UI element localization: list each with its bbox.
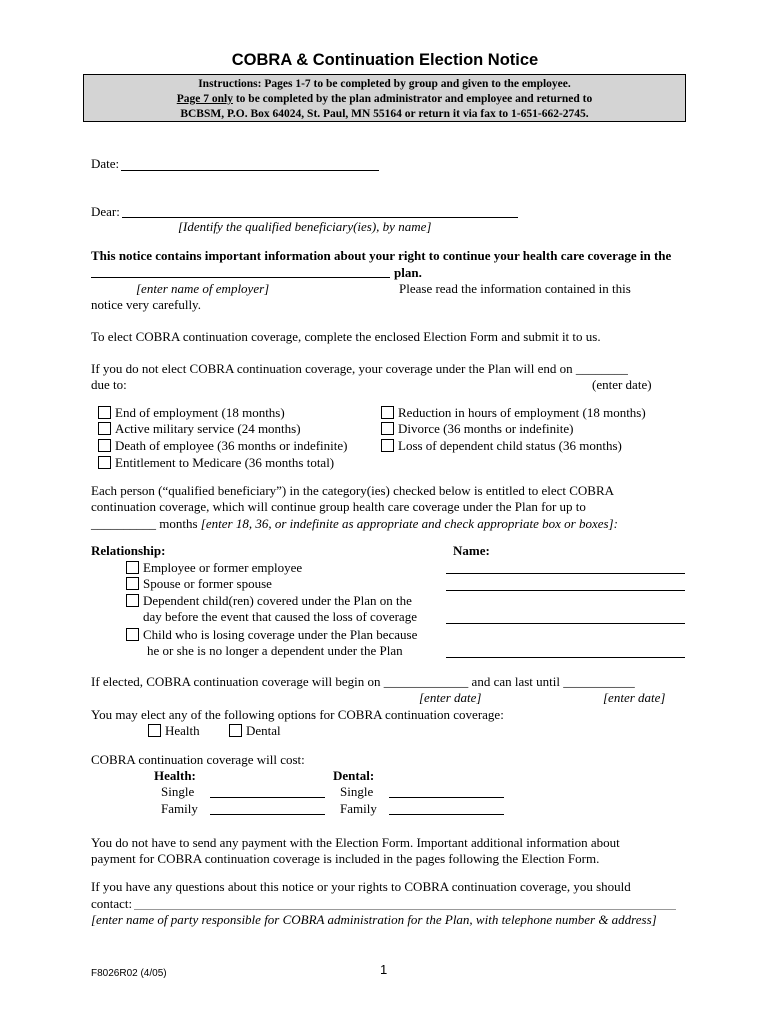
reason-label: Active military service (24 months) [115, 421, 301, 436]
checkbox[interactable] [381, 422, 394, 435]
contact-hint: [enter name of party responsible for COBRA administration for the Plan, with telephone number & address] [91, 912, 657, 927]
instructions-line-1: Instructions: Pages 1-7 to be completed by group and given to the employee. [198, 78, 571, 90]
reason-right-2[interactable] [381, 438, 622, 454]
contact-label: contact: [91, 896, 133, 911]
option-dental[interactable] [229, 723, 281, 739]
name-field-2[interactable] [446, 590, 685, 591]
relationship-3-cont: he or she is no longer a dependent under the Plan [147, 643, 403, 658]
dental-family-field[interactable] [389, 814, 504, 815]
dental-label: Dental: [333, 768, 375, 783]
reason-label: Death of employee (36 months or indefinite) [115, 438, 348, 453]
due-to: due to: [91, 377, 127, 392]
each-person-line-3 [91, 516, 618, 532]
name-field-1[interactable] [446, 573, 685, 574]
checkbox[interactable] [126, 577, 139, 590]
end-date-blank[interactable]: ________ [575, 361, 628, 376]
reason-left-3[interactable] [98, 455, 334, 471]
instructions-line-3: BCBSM, P.O. Box 64024, St. Paul, MN 55164 or return it via fax to 1-651-662-2745. [180, 108, 589, 120]
relationship-3[interactable] [126, 627, 417, 643]
months-blank[interactable]: __________ [91, 516, 156, 531]
employer-field[interactable] [91, 277, 390, 278]
name-field-4[interactable] [446, 657, 685, 658]
reason-left-2[interactable] [98, 438, 348, 454]
relationship-text: Employee or former employee [143, 560, 303, 575]
last-date-hint: [enter date] [603, 690, 666, 705]
checkbox[interactable] [229, 724, 242, 737]
checkbox[interactable] [126, 628, 139, 641]
dear-hint: [Identify the qualified beneficiary(ies), by name] [178, 219, 432, 234]
dear-field[interactable] [122, 217, 518, 218]
instructions-box [83, 74, 686, 122]
options-text: You may elect any of the following options for COBRA continuation coverage: [91, 707, 504, 722]
begin-text: If elected, COBRA continuation coverage will begin on [91, 674, 381, 689]
date-field[interactable] [121, 170, 379, 171]
page-number: 1 [380, 962, 388, 977]
relationship-0[interactable] [126, 560, 302, 576]
relationship-1[interactable] [126, 576, 272, 592]
reason-label: End of employment (18 months) [115, 405, 285, 420]
begin-line [91, 674, 635, 690]
dear-label: Dear: [91, 204, 120, 219]
reason-label: Reduction in hours of employment (18 months) [398, 405, 646, 420]
checkbox[interactable] [381, 439, 394, 452]
reason-right-1[interactable] [381, 421, 573, 437]
notice-bold-line: This notice contains important information about your right to continue your health care coverage in the [91, 248, 672, 263]
payment-line-1: You do not have to send any payment with the Election Form. Important additional information about [91, 835, 620, 850]
date-row [91, 156, 119, 172]
reason-left-1[interactable] [98, 421, 301, 437]
health-family-field[interactable] [210, 814, 325, 815]
end-text-body: If you do not elect COBRA continuation coverage, your coverage under the Plan will end on [91, 361, 573, 376]
months-hint: [enter 18, 36, or indefinite as appropriate and check appropriate box or boxes]: [200, 516, 618, 531]
begin-mid: and can last until [468, 674, 564, 689]
health-family-label: Family [161, 801, 198, 816]
checkbox[interactable] [98, 406, 111, 419]
name-field-3[interactable] [446, 623, 685, 624]
page-title: COBRA & Continuation Election Notice [231, 51, 539, 69]
enter-date-hint: (enter date) [592, 377, 652, 392]
option-health[interactable] [148, 723, 200, 739]
checkbox[interactable] [148, 724, 161, 737]
instructions-line-2 [84, 92, 685, 107]
instructions-line-2-rest: to be completed by the plan administrator and employee and returned to [232, 93, 593, 105]
dental-single-field[interactable] [389, 797, 504, 798]
months-word: months [156, 516, 201, 531]
each-person-line-1: Each person (“qualified beneficiary”) in the category(ies) checked below is entitled to elect COBRA [91, 483, 615, 498]
relationship-text: Spouse or former spouse [143, 576, 272, 591]
health-single-label: Single [161, 784, 195, 799]
elect-text: To elect COBRA continuation coverage, complete the enclosed Election Form and submit it to us. [91, 329, 601, 344]
name-label: Name: [453, 543, 490, 558]
reason-label: Divorce (36 months or indefinite) [398, 421, 574, 436]
health-single-field[interactable] [210, 797, 325, 798]
read-text-2: notice very carefully. [91, 297, 201, 312]
date-label: Date: [91, 156, 120, 171]
health-label: Health: [154, 768, 196, 783]
begin-date-hint: [enter date] [419, 690, 482, 705]
relationship-2-cont: day before the event that caused the loss of coverage [143, 609, 417, 624]
relationship-2[interactable] [126, 593, 412, 609]
checkbox[interactable] [126, 561, 139, 574]
checkbox[interactable] [126, 594, 139, 607]
reason-right-0[interactable] [381, 405, 646, 421]
begin-date-blank[interactable]: _____________ [383, 674, 469, 689]
dental-family-label: Family [340, 801, 377, 816]
checkbox[interactable] [98, 439, 111, 452]
page-7-only: Page 7 only [176, 93, 233, 105]
checkbox[interactable] [98, 456, 111, 469]
cost-label: COBRA continuation coverage will cost: [91, 752, 305, 767]
employer-hint: [enter name of employer] [136, 281, 270, 296]
payment-line-2: payment for COBRA continuation coverage is included in the pages following the Election Form. [91, 851, 600, 866]
end-date-blank-2[interactable]: ___________ [563, 674, 635, 689]
read-text: Please read the information contained in this [399, 281, 631, 296]
reason-left-0[interactable] [98, 405, 285, 421]
dental-single-label: Single [340, 784, 374, 799]
relationship-text: Child who is losing coverage under the Plan because [143, 627, 418, 642]
relationship-text: Dependent child(ren) covered under the Plan on the [143, 593, 412, 608]
plan-word: plan. [394, 265, 422, 280]
checkbox[interactable] [381, 406, 394, 419]
option-label: Dental [246, 723, 281, 738]
end-text [91, 361, 628, 377]
reason-label: Loss of dependent child status (36 months) [398, 438, 622, 453]
checkbox[interactable] [98, 422, 111, 435]
contact-field[interactable] [134, 909, 676, 910]
reason-label: Entitlement to Medicare (36 months total) [115, 455, 335, 470]
each-person-line-2: continuation coverage, which will continue group health care coverage under the Plan for up to [91, 499, 586, 514]
form-code: F8026R02 (4/05) [91, 968, 167, 979]
relationship-label: Relationship: [91, 543, 166, 558]
questions-line-1: If you have any questions about this notice or your rights to COBRA continuation coverage, you should [91, 879, 631, 894]
option-label: Health [165, 723, 200, 738]
